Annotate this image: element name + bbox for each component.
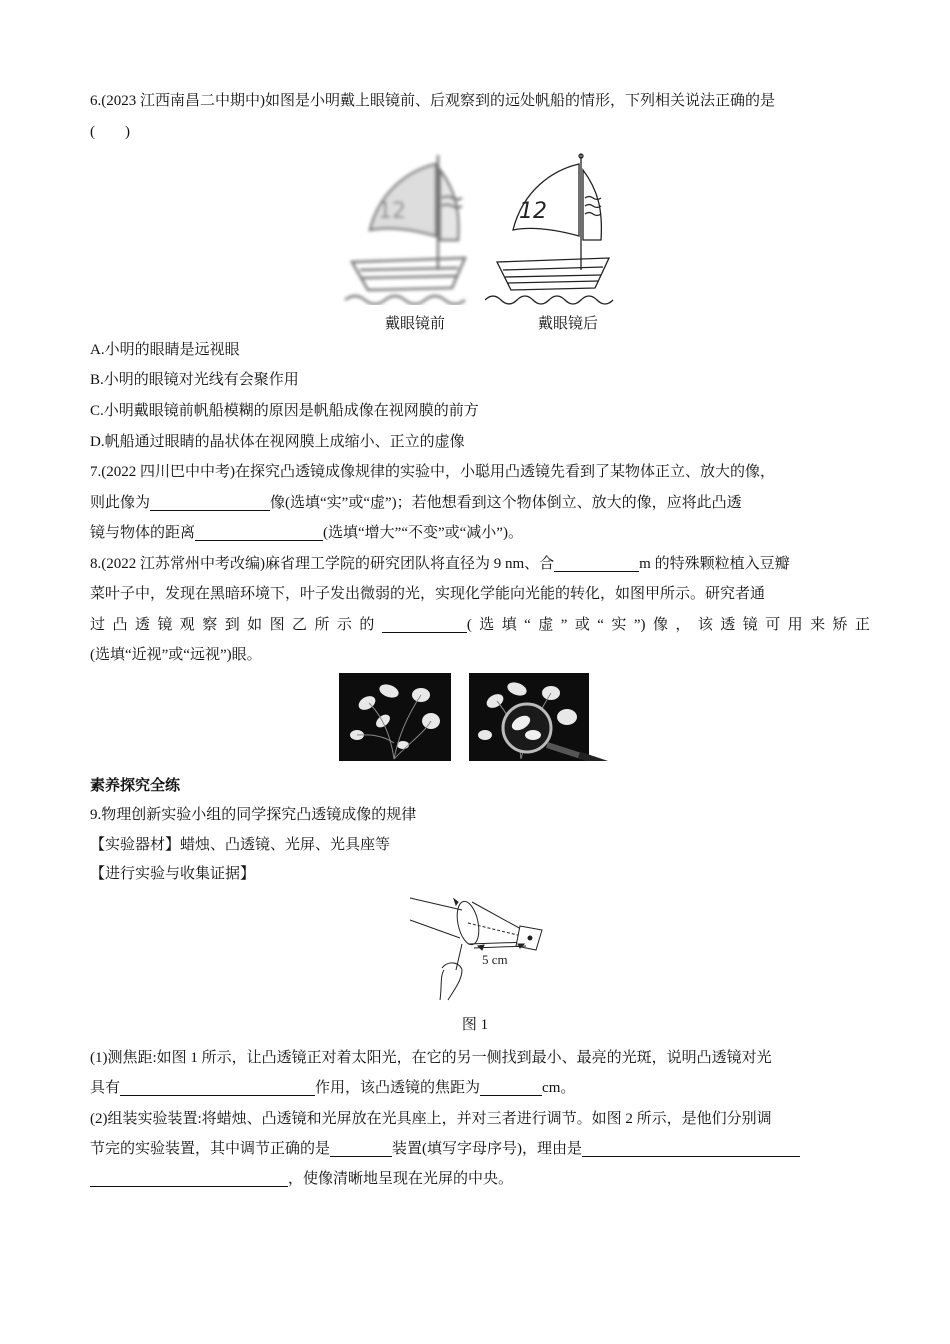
q7-stem-line2 [90,488,870,518]
q9-part2-line3 [90,1164,870,1194]
q8-stem-line2: 菜叶子中，发现在黑暗环境下，叶子发出微弱的光，实现化学能向光能的转化，如图甲所示。研究者通 [90,586,766,602]
svg-text:5 cm: 5 cm [482,952,508,967]
q9-stem: 9.物理创新实验小组的同学探究凸透镜成像的规律 [90,807,417,823]
q8-text-3b: (选填“虚”或“实”)像，该透镜可用来矫正 [466,617,870,633]
q9-blank-focal-length[interactable] [480,1077,542,1096]
q7-blank-1[interactable] [150,492,270,511]
glowing-plant-photo [339,673,451,761]
q7-stem-line1: 7.(2022 四川巴中中考)在探究凸透镜成像规律的实验中，小聪用凸透镜先看到了某物体正立、放大的像， [90,464,775,480]
q7-stem-line3 [90,518,870,548]
q8-text-1b: m 的特殊颗粒植入豆瓣 [639,556,790,572]
svg-text:12: 12 [378,199,406,224]
q8-stem-line4: (选填“近视”或“远视”)眼。 [90,647,262,663]
q8-stem-line1 [90,549,870,579]
q9-text-p2-3: ，使像清晰地呈现在光屏的中央。 [288,1171,514,1187]
q6-answer-bracket: ( ) [90,124,130,140]
q9-part2-line1: (2)组装实验装置:将蜡烛、凸透镜和光屏放在光具座上，并对三者进行调节。如图 2 所示，是他们分别调 [90,1111,772,1127]
q9-procedure-heading: 【进行实验与收集证据】 [90,866,256,882]
q9-blank-reason-1[interactable] [582,1138,800,1157]
q9-text-p2-2b: 装置(填写字母序号)，理由是 [392,1141,583,1157]
q6-stem: 6.(2023 江西南昌二中期中)如图是小明戴上眼镜前、后观察到的远处帆船的情形，下列相关说法正确的是 [90,93,775,109]
q9-text-p1-2b: 作用，该凸透镜的焦距为 [315,1080,481,1096]
plant-through-lens-photo [469,673,614,761]
q8-text-1a: 8.(2022 江苏常州中考改编)麻省理工学院的研究团队将直径为 9 nm、合 [90,556,555,572]
q7-text-3a: 镜与物体的距离 [90,525,196,541]
q8-blank-2[interactable] [382,614,467,633]
q9-part2-line2 [90,1134,870,1164]
caption-before-glasses: 戴眼镜前 [384,316,445,332]
q9-blank-device[interactable] [330,1138,392,1157]
section-title: 素养探究全练 [90,778,181,794]
q9-text-p2-2a: 节完的实验装置，其中调节正确的是 [90,1141,331,1157]
q7-text-2b: 像(选填“实”或“虚”)；若他想看到这个物体倒立、放大的像，应将此凸透 [270,495,742,511]
q7-text-3b: (选填“增大”“不变”或“减小”)。 [323,525,523,541]
q9-part1-line2 [90,1073,870,1103]
q8-text-3a: 过凸透镜观察到如图乙所示的 [90,617,382,633]
q9-materials: 【实验器材】蜡烛、凸透镜、光屏、光具座等 [90,837,391,853]
q8-blank-1[interactable] [554,553,639,572]
caption-after-glasses: 戴眼镜后 [537,316,598,332]
q9-text-p1-2c: cm。 [542,1080,576,1096]
q9-text-p1-2a: 具有 [90,1080,121,1096]
sailboat-blurred-figure [340,150,475,305]
q9-part1-line1: (1)测焦距:如图 1 所示，让凸透镜正对着太阳光，在它的另一侧找到最小、最亮的光斑，说明凸透镜对光 [90,1050,772,1066]
q6-option-d: D.帆船通过眼睛的晶状体在视网膜上成缩小、正立的虚像 [90,434,465,450]
figure-1-caption: 图 1 [461,1017,489,1033]
q9-blank-reason-2[interactable] [90,1168,288,1187]
q8-stem-line3 [90,610,870,640]
q7-blank-2[interactable] [195,522,323,541]
q6-option-a: A.小明的眼睛是远视眼 [90,342,240,358]
sailboat-sharp-figure [485,150,615,305]
q6-option-b: B.小明的眼镜对光线有会聚作用 [90,372,299,388]
focal-length-figure [400,890,550,1005]
q7-text-2a: 则此像为 [90,495,151,511]
q6-option-c: C.小明戴眼镜前帆船模糊的原因是帆船成像在视网膜的前方 [90,403,479,419]
q9-blank-effect[interactable] [120,1077,315,1096]
svg-text:12: 12 [519,199,547,224]
